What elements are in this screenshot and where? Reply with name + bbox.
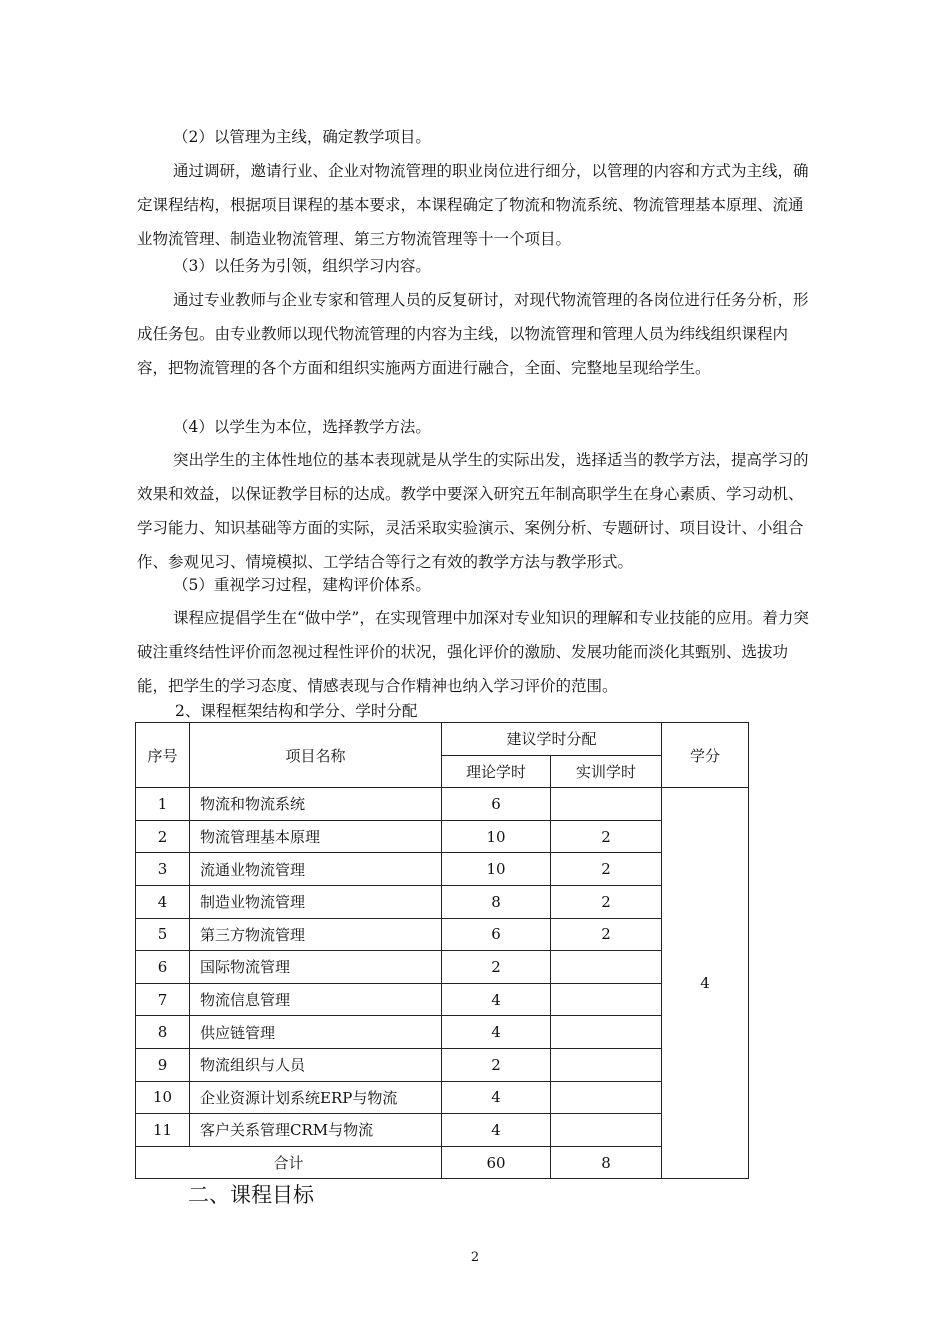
course-framework-table [135,722,749,1179]
table-row [136,951,749,984]
row-theory: 4 [442,1081,551,1114]
row-practice: 2 [551,885,662,918]
row-theory: 4 [442,1114,551,1147]
row-practice [551,1048,662,1081]
row-name: 流通业物流管理 [190,853,442,886]
section-title: 二、课程目标 [188,1183,314,1207]
row-practice [551,788,662,821]
row-no: 4 [136,885,190,918]
table-row [136,983,749,1016]
paragraph-5: 课程应提倡学生在“做中学”，在实现管理中加深对专业知识的理解和专业技能的应用。着力突破注重终结性评价而忽视过程性评价的状况，强化评价的激励、发展功能而淡化其甄别、选拔功能，把学生的学习态度、情感表现与合作精神也纳入学习评价的范围。 [137,609,809,695]
row-no: 10 [136,1081,190,1114]
row-no: 3 [136,853,190,886]
table-row [136,1048,749,1081]
subheading-2: （2）以管理为主线，确定教学项目。 [173,128,431,146]
header-name: 项目名称 [190,723,442,788]
header-credit: 学分 [662,723,749,788]
row-theory: 6 [442,788,551,821]
table-row [136,820,749,853]
row-theory: 10 [442,853,551,886]
row-practice: 2 [551,853,662,886]
row-no: 11 [136,1114,190,1147]
paragraph-4: 突出学生的主体性地位的基本表现就是从学生的实际出发，选择适当的教学方法，提高学习的效果和效益，以保证教学目标的达成。教学中要深入研究五年制高职学生在身心素质、学习动机、学习能力、知识基础等方面的实际，灵活采取实验演示、案例分析、专题研讨、项目设计、小组合作、参观见习、情境模拟、工学结合等行之有效的教学方法与教学形式。 [137,451,809,571]
row-practice [551,983,662,1016]
row-name: 客户关系管理CRM与物流 [190,1114,442,1147]
row-no: 7 [136,983,190,1016]
row-no: 5 [136,918,190,951]
row-theory: 6 [442,918,551,951]
table-row [136,1081,749,1114]
row-no: 8 [136,1016,190,1049]
header-hours: 建议学时分配 [442,723,662,756]
total-theory: 60 [442,1146,551,1179]
header-theory: 理论学时 [442,755,551,788]
row-name: 第三方物流管理 [190,918,442,951]
row-theory: 4 [442,1016,551,1049]
row-name: 物流和物流系统 [190,788,442,821]
row-practice [551,1016,662,1049]
row-practice [551,951,662,984]
row-name: 企业资源计划系统ERP与物流 [190,1081,442,1114]
table-row [136,885,749,918]
row-name: 物流组织与人员 [190,1048,442,1081]
table-row [136,1016,749,1049]
table-row [136,918,749,951]
total-row [136,1146,749,1179]
header-no: 序号 [136,723,190,788]
page-number: 2 [470,1250,480,1265]
row-name: 物流管理基本原理 [190,820,442,853]
row-no: 6 [136,951,190,984]
row-no: 9 [136,1048,190,1081]
table-row [136,1114,749,1147]
row-practice: 2 [551,820,662,853]
row-no: 2 [136,820,190,853]
row-theory: 8 [442,885,551,918]
row-theory: 2 [442,1048,551,1081]
row-name: 物流信息管理 [190,983,442,1016]
paragraph-2: 通过调研，邀请行业、企业对物流管理的职业岗位进行细分，以管理的内容和方式为主线，确定课程结构，根据项目课程的基本要求，本课程确定了物流和物流系统、物流管理基本原理、流通业物流管理、制造业物流管理、第三方物流管理等十一个项目。 [137,162,809,248]
subheading-4: （4）以学生为本位，选择教学方法。 [173,418,431,436]
row-name: 国际物流管理 [190,951,442,984]
credit-value: 4 [662,788,749,1179]
row-no: 1 [136,788,190,821]
table-caption: 2、课程框架结构和学分、学时分配 [175,702,418,720]
row-practice [551,1081,662,1114]
total-practice: 8 [551,1146,662,1179]
table-row [136,788,749,821]
table-row [136,853,749,886]
row-theory: 2 [442,951,551,984]
total-label: 合计 [136,1146,442,1179]
subheading-3: （3）以任务为引领，组织学习内容。 [173,257,431,275]
header-practice: 实训学时 [551,755,662,788]
row-name: 供应链管理 [190,1016,442,1049]
subheading-5: （5）重视学习过程，建构评价体系。 [173,576,431,594]
row-practice [551,1114,662,1147]
row-theory: 4 [442,983,551,1016]
row-name: 制造业物流管理 [190,885,442,918]
row-theory: 10 [442,820,551,853]
row-practice: 2 [551,918,662,951]
paragraph-3: 通过专业教师与企业专家和管理人员的反复研讨，对现代物流管理的各岗位进行任务分析，形成任务包。由专业教师以现代物流管理的内容为主线，以物流管理和管理人员为纬线组织课程内容，把物流管理的各个方面和组织实施两方面进行融合，全面、完整地呈现给学生。 [137,291,809,377]
